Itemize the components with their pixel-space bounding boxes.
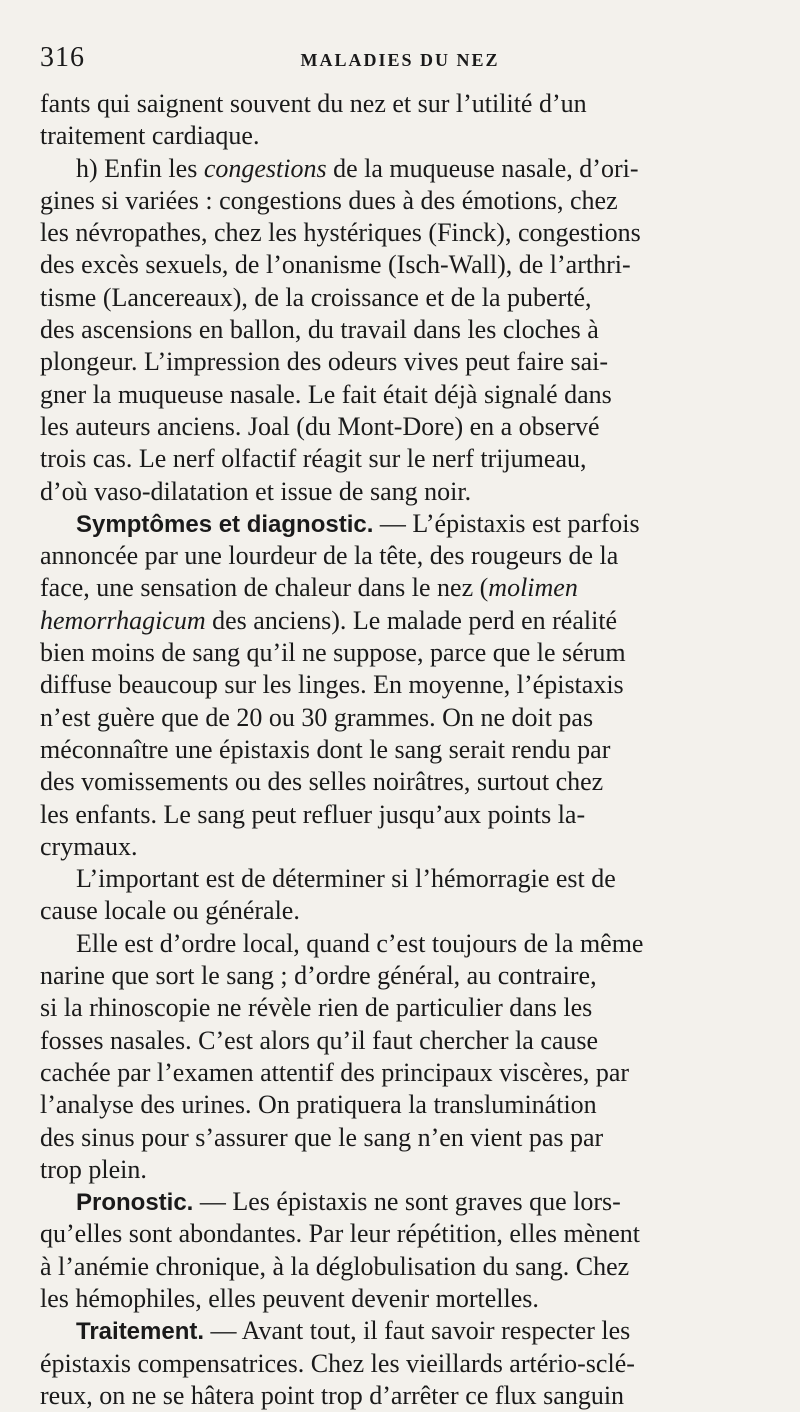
text-line xyxy=(40,637,775,669)
text-line xyxy=(40,1380,775,1412)
line-text: — Les épistaxis ne sont graves que lors- xyxy=(193,1187,621,1217)
text-line xyxy=(40,960,775,992)
text-line xyxy=(40,895,775,927)
text-line xyxy=(40,443,775,475)
text-line xyxy=(40,766,775,798)
italic-term: congestions xyxy=(203,153,327,183)
line-text: qu’elles sont abondantes. Par leur répétition, elles mènent xyxy=(40,1219,640,1249)
line-text: Elle est d’ordre local, quand c’est toujours de la même xyxy=(76,928,644,958)
line-text: l’analyse des urines. On pratiquera la transluminátion xyxy=(40,1090,597,1120)
text-line xyxy=(40,863,775,895)
line-text: L’important est de déterminer si l’hémorragie est de xyxy=(76,864,616,894)
line-text: des ascensions en ballon, du travail dans les cloches à xyxy=(40,315,599,345)
line-text: d’où vaso-dilatation et issue de sang noir. xyxy=(40,476,472,506)
line-text: des sinus pour s’assurer que le sang n’en vient pas par xyxy=(40,1122,604,1152)
italic-term: hemorrhagicum xyxy=(40,605,206,635)
text-line xyxy=(40,314,775,346)
line-text: Enfin les xyxy=(97,153,204,183)
line-text: — Avant tout, il faut savoir respecter les xyxy=(204,1316,631,1346)
section-heading: Symptômes et diagnostic. xyxy=(76,510,374,538)
line-text: fosses nasales. C’est alors qu’il faut chercher la cause xyxy=(40,1025,599,1055)
line-text: gines si variées : congestions dues à des émotions, chez xyxy=(40,185,618,215)
text-line xyxy=(40,540,775,572)
text-line xyxy=(40,928,775,960)
text-line xyxy=(40,992,775,1024)
text-line xyxy=(40,379,775,411)
text-line xyxy=(40,1025,775,1057)
line-text: des anciens). Le malade perd en réalité xyxy=(205,605,618,635)
line-text: n’est guère que de 20 ou 30 grammes. On ne doit pas xyxy=(40,702,594,732)
line-text: à l’anémie chronique, à la déglobulisation du sang. Chez xyxy=(40,1251,630,1281)
line-text: — L’épistaxis est parfois xyxy=(373,508,640,538)
line-text: annoncée par une lourdeur de la tête, des rougeurs de la xyxy=(40,541,619,571)
line-text: traitement cardiaque. xyxy=(40,121,260,151)
line-text: cause locale ou générale. xyxy=(40,896,300,926)
section-heading: Pronostic. xyxy=(76,1189,194,1217)
text-line xyxy=(40,1348,775,1380)
text-line xyxy=(40,734,775,766)
text-line xyxy=(40,831,775,863)
line-text: des excès sexuels, de l’onanisme (Isch-Wall), de l’arthri- xyxy=(40,250,631,280)
text-line xyxy=(40,476,775,508)
text-line xyxy=(40,702,775,734)
line-text: trop plein. xyxy=(40,1154,147,1184)
line-text: cachée par l’examen attentif des principaux viscères, par xyxy=(40,1057,630,1087)
line-text: face, une sensation de chaleur dans le nez ( xyxy=(40,573,489,603)
line-text: si la rhinoscopie ne révèle rien de particulier dans les xyxy=(40,993,593,1023)
line-text: les auteurs anciens. Joal (du Mont-Dore) en a observé xyxy=(40,411,600,441)
line-text: des vomissements ou des selles noirâtres, surtout chez xyxy=(40,767,604,797)
text-line xyxy=(40,572,775,604)
text-line xyxy=(40,88,775,120)
line-text: méconnaître une épistaxis dont le sang serait rendu par xyxy=(40,734,611,764)
text-line xyxy=(40,120,775,152)
line-text: reux, on ne se hâtera point trop d’arrêter ce flux sanguin xyxy=(40,1380,625,1410)
line-text: les névropathes, chez les hystériques (Finck), congestions xyxy=(40,218,641,248)
line-text: les hémophiles, elles peuvent devenir mortelles. xyxy=(40,1283,539,1313)
text-line xyxy=(40,411,775,443)
text-line xyxy=(40,346,775,378)
text-line xyxy=(40,799,775,831)
body-text xyxy=(40,88,775,1412)
text-line xyxy=(40,1186,775,1218)
text-line xyxy=(40,185,775,217)
text-line xyxy=(40,1089,775,1121)
line-text: plongeur. L’impression des odeurs vives peut faire sai- xyxy=(40,347,609,377)
italic-term: molimen xyxy=(488,573,578,603)
text-line xyxy=(40,1283,775,1315)
line-text: bien moins de sang qu’il ne suppose, parce que le sérum xyxy=(40,638,626,668)
text-line xyxy=(40,1122,775,1154)
running-title: MALADIES DU NEZ xyxy=(300,50,500,70)
line-text: diffuse beaucoup sur les linges. En moyenne, l’épistaxis xyxy=(40,670,624,700)
line-text: fants qui saignent souvent du nez et sur l’utilité d’un xyxy=(40,89,587,118)
section-heading: Traitement. xyxy=(76,1318,205,1346)
line-text: de la muqueuse nasale, d’ori- xyxy=(326,153,639,183)
text-line xyxy=(40,1315,775,1347)
line-text: épistaxis compensatrices. Chez les vieillards artério-sclé- xyxy=(40,1348,635,1378)
text-line xyxy=(40,508,775,540)
text-line xyxy=(40,217,775,249)
text-line xyxy=(40,669,775,701)
line-text: tisme (Lancereaux), de la croissance et de la puberté, xyxy=(40,282,592,312)
page-number: 316 xyxy=(40,42,85,73)
text-line xyxy=(40,249,775,281)
line-text: gner la muqueuse nasale. Le fait était déjà signalé dans xyxy=(40,379,612,409)
text-line xyxy=(40,153,775,185)
page-header xyxy=(40,42,760,82)
text-line xyxy=(40,1251,775,1283)
text-line xyxy=(40,1057,775,1089)
line-text: trois cas. Le nerf olfactif réagit sur le nerf trijumeau, xyxy=(40,444,587,474)
text-line xyxy=(40,282,775,314)
line-text: les enfants. Le sang peut refluer jusqu’aux points la- xyxy=(40,799,586,829)
line-text: crymaux. xyxy=(40,831,138,861)
line-text: narine que sort le sang ; d’ordre général, au contraire, xyxy=(40,961,597,991)
text-line xyxy=(40,1218,775,1250)
text-line xyxy=(40,1154,775,1186)
item-label: h) xyxy=(76,153,98,183)
text-line xyxy=(40,605,775,637)
